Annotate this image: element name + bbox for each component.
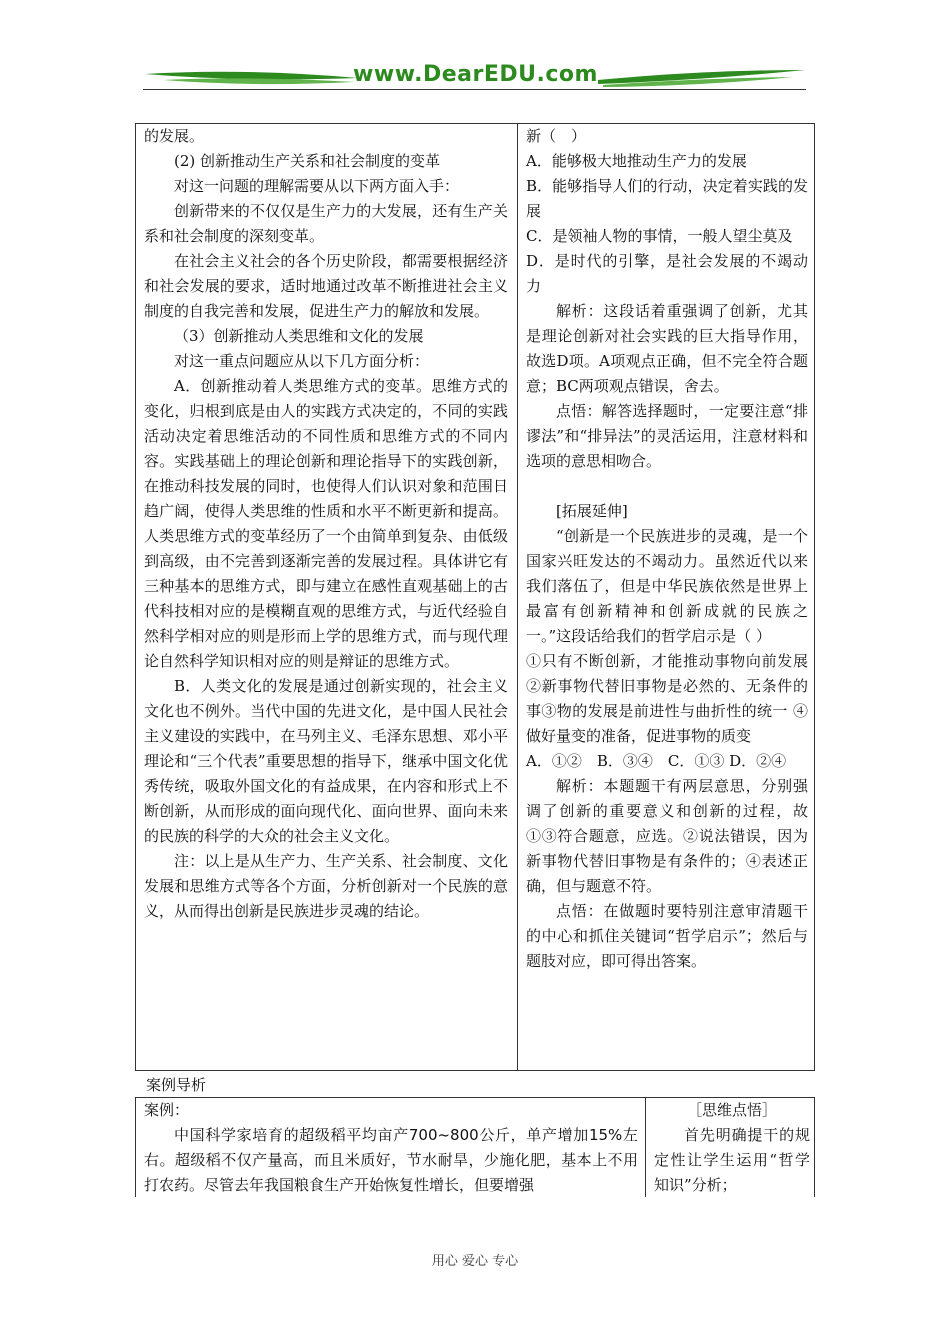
case-title: 案例： [144, 1101, 190, 1119]
analysis: 解析：本题题干有两层意思，分别强调了创新的重要意义和创新的过程，故①③符合题意，应选。②说法错误，因为新事物代替旧事物是有条件的；④表述正确，但与题意不符。 [526, 777, 808, 895]
paragraph: 的发展。 [144, 127, 205, 145]
header-banner [143, 60, 808, 96]
case-table [135, 1097, 815, 1197]
right-column [526, 124, 808, 974]
option-a: A．能够极大地推动生产力的发展 [526, 152, 747, 170]
column-divider [517, 124, 518, 1070]
subheading: (2) 创新推动生产关系和社会制度的变革 [174, 152, 441, 170]
analysis: 解析：这段话着重强调了创新，尤其是理论创新对社会实践的巨大指导作用，故选D项。A项观点正确，但不完全符合题意；BC两项观点错误，舍去。 [526, 302, 808, 395]
site-logo[interactable]: www.DearEDU.com [353, 62, 598, 87]
header-divider [143, 89, 806, 90]
question-tail: 新（ ） [526, 127, 587, 145]
option-c: C．是领袖人物的事情，一般人望尘莫及 [526, 227, 793, 245]
page-footer: 用心 爱心 专心 [431, 1254, 519, 1269]
insight: 点悟：在做题时要特别注意审清题干的中心和抓住关键词“哲学启示”；然后与题肢对应，即可得出答案。 [526, 902, 808, 970]
option-b: B．能够指导人们的行动，决定着实践的发展 [526, 177, 808, 220]
insight: 点悟：解答选择题时，一定要注意“排谬法”和“排异法”的灵活运用，注意材料和选项的意思相吻合。 [526, 402, 808, 470]
paragraph: A．创新推动着人类思维方式的变革。思维方式的变化，归根到底是由人的实践方式决定的，不同的实践活动决定着思维活动的不同性质和思维方式的不同内容。实践基础上的理论创新和理论指导下的实践创新，在推动科技发展的同时，也使得人们认识对象和范围日趋广阔，使得人类思维的性质和水平不断更新和提高。人类思维方式的变革经历了一个由简单到复杂、由低级到高级，由不完善到逐渐完善的发展过程。具体讲它有三种基本的思维方式，即与建立在感性直观基础上的古代科技相对应的是模糊直观的思维方式，与近代经验自然科学相对应的则是形而上学的思维方式，而与现代理论自然科学知识相对应的则是辩证的思维方式。 [144, 377, 508, 670]
paragraph: 对这一重点问题应从以下几方面分析： [174, 352, 430, 370]
extend-question: “创新是一个民族进步的灵魂，是一个国家兴旺发达的不竭动力。虽然近代以来我们落伍了，但是中华民族依然是世界上最富有创新精神和创新成就的民族之一。”这段话给我们的哲学启示是（ ） [526, 527, 808, 645]
paragraph: 对这一问题的理解需要从以下两方面入手： [174, 177, 460, 195]
section-title: 案例导析 [146, 1076, 207, 1094]
paragraph: B．人类文化的发展是通过创新实现的，社会主义文化也不例外。当代中国的先进文化，是中国人民社会主义建设的实践中，在马列主义、毛泽东思想、邓小平理论和“三个代表”重要思想的指导下，继承中国文化优秀传统，吸取外国文化的有益成果，在内容和形式上不断创新，从而形成的面向现代化、面向世界、面向未来的民族的科学的大众的社会主义文化。 [144, 677, 508, 845]
thinking-text: 首先明确提干的规定性让学生运用“哲学知识”分析； [654, 1126, 810, 1194]
thinking-column [654, 1098, 810, 1198]
note-paragraph: 注：以上是从生产力、生产关系、社会制度、文化发展和思维方式等各个方面，分析创新对一个民族的意义，从而得出创新是民族进步灵魂的结论。 [144, 852, 508, 920]
case-text: 中国科学家培育的超级稻平均亩产700~800公斤，单产增加15%左右。超级稻不仅产量高，而且米质好，节水耐旱，少施化肥，基本上不用打农药。尽管去年我国粮食生产开始恢复性增长，但要增强 [144, 1126, 638, 1194]
extend-title: [拓展延伸] [556, 502, 628, 520]
thinking-title: ［思维点悟］ [686, 1101, 777, 1119]
content-table [135, 123, 815, 1071]
extend-options: A．①② B．③④ C．①③ D．②④ [526, 752, 787, 770]
paragraph: 创新带来的不仅仅是生产力的大发展，还有生产关系和社会制度的深刻变革。 [144, 202, 508, 245]
subheading: （3）创新推动人类思维和文化的发展 [174, 327, 424, 345]
extend-items: ①只有不断创新，才能推动事物向前发展 ②新事物代替旧事物是必然的、无条件的事③物的发展是前进性与曲折性的统一 ④做好量变的准备，促进事物的质变 [526, 652, 808, 745]
left-column [144, 124, 508, 924]
paragraph: 在社会主义社会的各个历史阶段，都需要根据经济和社会发展的要求，适时地通过改革不断推进社会主义制度的自我完善和发展，促进生产力的解放和发展。 [144, 252, 508, 320]
option-d: D．是时代的引擎，是社会发展的不竭动力 [526, 252, 808, 295]
case-column [144, 1098, 638, 1198]
column-divider [645, 1098, 646, 1197]
